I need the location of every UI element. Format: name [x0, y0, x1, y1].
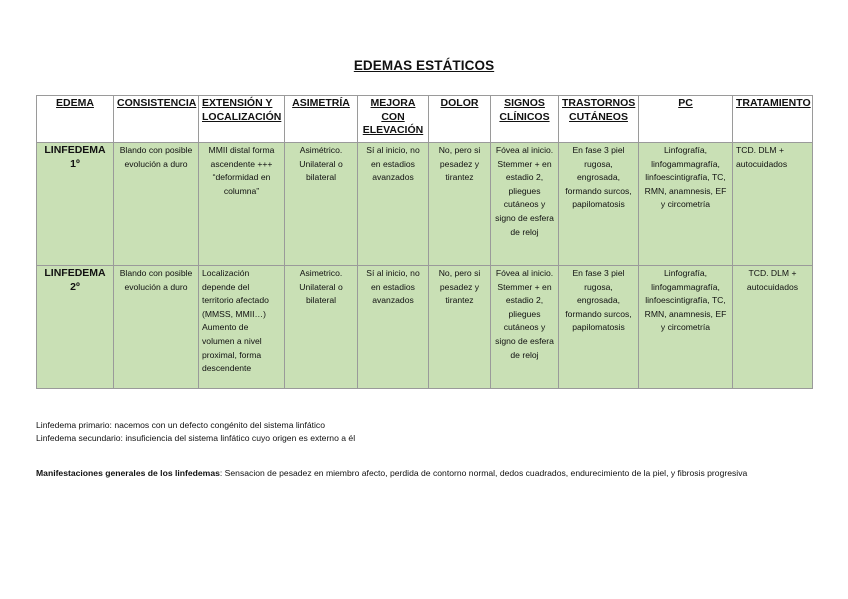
header-consistencia: CONSISTENCIA [114, 96, 199, 143]
cell-tratamiento: TCD. DLM + autocuidados [733, 143, 813, 266]
cell-asimetria: Asimétrico. Unilateral o bilateral [285, 143, 358, 266]
header-extension: EXTENSIÓN Y LOCALIZACIÓN [199, 96, 285, 143]
cell-trastornos: En fase 3 piel rugosa, engrosada, formando surcos, papilomatosis [559, 143, 639, 266]
table-row [37, 266, 813, 389]
cell-consistencia: Blando con posible evolución a duro [114, 266, 199, 389]
table-header-row [37, 96, 813, 143]
cell-dolor: No, pero si pesadez y tirantez [429, 143, 491, 266]
table-row [37, 143, 813, 266]
cell-trastornos: En fase 3 piel rugosa, engrosada, formando surcos, papilomatosis [559, 266, 639, 389]
cell-pc: Linfografía, linfogammagrafía, linfoescintigrafía, TC, RMN, anamnesis, EF y circometría [639, 266, 733, 389]
general-manifestations [36, 466, 814, 480]
cell-pc: Linfografía, linfogammagrafía, linfoescintigrafía, TC, RMN, anamnesis, EF y circometría [639, 143, 733, 266]
cell-mejora: Sí al inicio, no en estadios avanzados [358, 266, 429, 389]
note-primario: Linfedema primario: nacemos con un defecto congénito del sistema linfático [36, 420, 326, 430]
cell-extension: MMII distal forma ascendente +++ “deformidad en columna” [199, 143, 285, 266]
cell-tratamiento: TCD. DLM + autocuidados [733, 266, 813, 389]
header-edema: EDEMA [37, 96, 114, 143]
cell-signos: Fóvea al inicio. Stemmer + en estadio 2, pliegues cutáneos y signo de esfera de reloj [491, 266, 559, 389]
cell-asimetria: Asimetrico. Unilateral o bilateral [285, 266, 358, 389]
header-pc: PC [639, 96, 733, 143]
header-mejora: MEJORA CON ELEVACIÓN [358, 96, 429, 143]
cell-mejora: Sí al inicio, no en estadios avanzados [358, 143, 429, 266]
cell-signos: Fóvea al inicio. Stemmer + en estadio 2, pliegues cutáneos y signo de esfera de reloj [491, 143, 559, 266]
header-signos: SIGNOS CLÍNICOS [491, 96, 559, 143]
header-asimetria: ASIMETRÍA [285, 96, 358, 143]
header-tratamiento: TRATAMIENTO [733, 96, 813, 143]
note-secundario: Linfedema secundario: insuficiencia del sistema linfático cuyo origen es externo a él [36, 433, 356, 443]
header-trastornos: TRASTORNOS CUTÁNEOS [559, 96, 639, 143]
cell-consistencia: Blando con posible evolución a duro [114, 143, 199, 266]
edemas-table [36, 95, 813, 389]
cell-dolor: No, pero si pesadez y tirantez [429, 266, 491, 389]
general-text: : Sensacion de pesadez en miembro afecto, perdida de contorno normal, dedos cuadrados, endurecimiento de la piel, y fibrosis progresiva [219, 468, 748, 478]
cell-extension: Localización depende del territorio afectado (MMSS, MMII…) Aumento de volumen a nivel proximal, forma descendente [199, 266, 285, 389]
cell-edema: LINFEDEMA 1º [37, 143, 114, 266]
definitions [36, 419, 355, 445]
general-label: Manifestaciones generales de los linfedemas [36, 468, 220, 478]
header-dolor: DOLOR [429, 96, 491, 143]
document-title: EDEMAS ESTÁTICOS [353, 58, 495, 73]
cell-edema: LINFEDEMA 2º [37, 266, 114, 389]
